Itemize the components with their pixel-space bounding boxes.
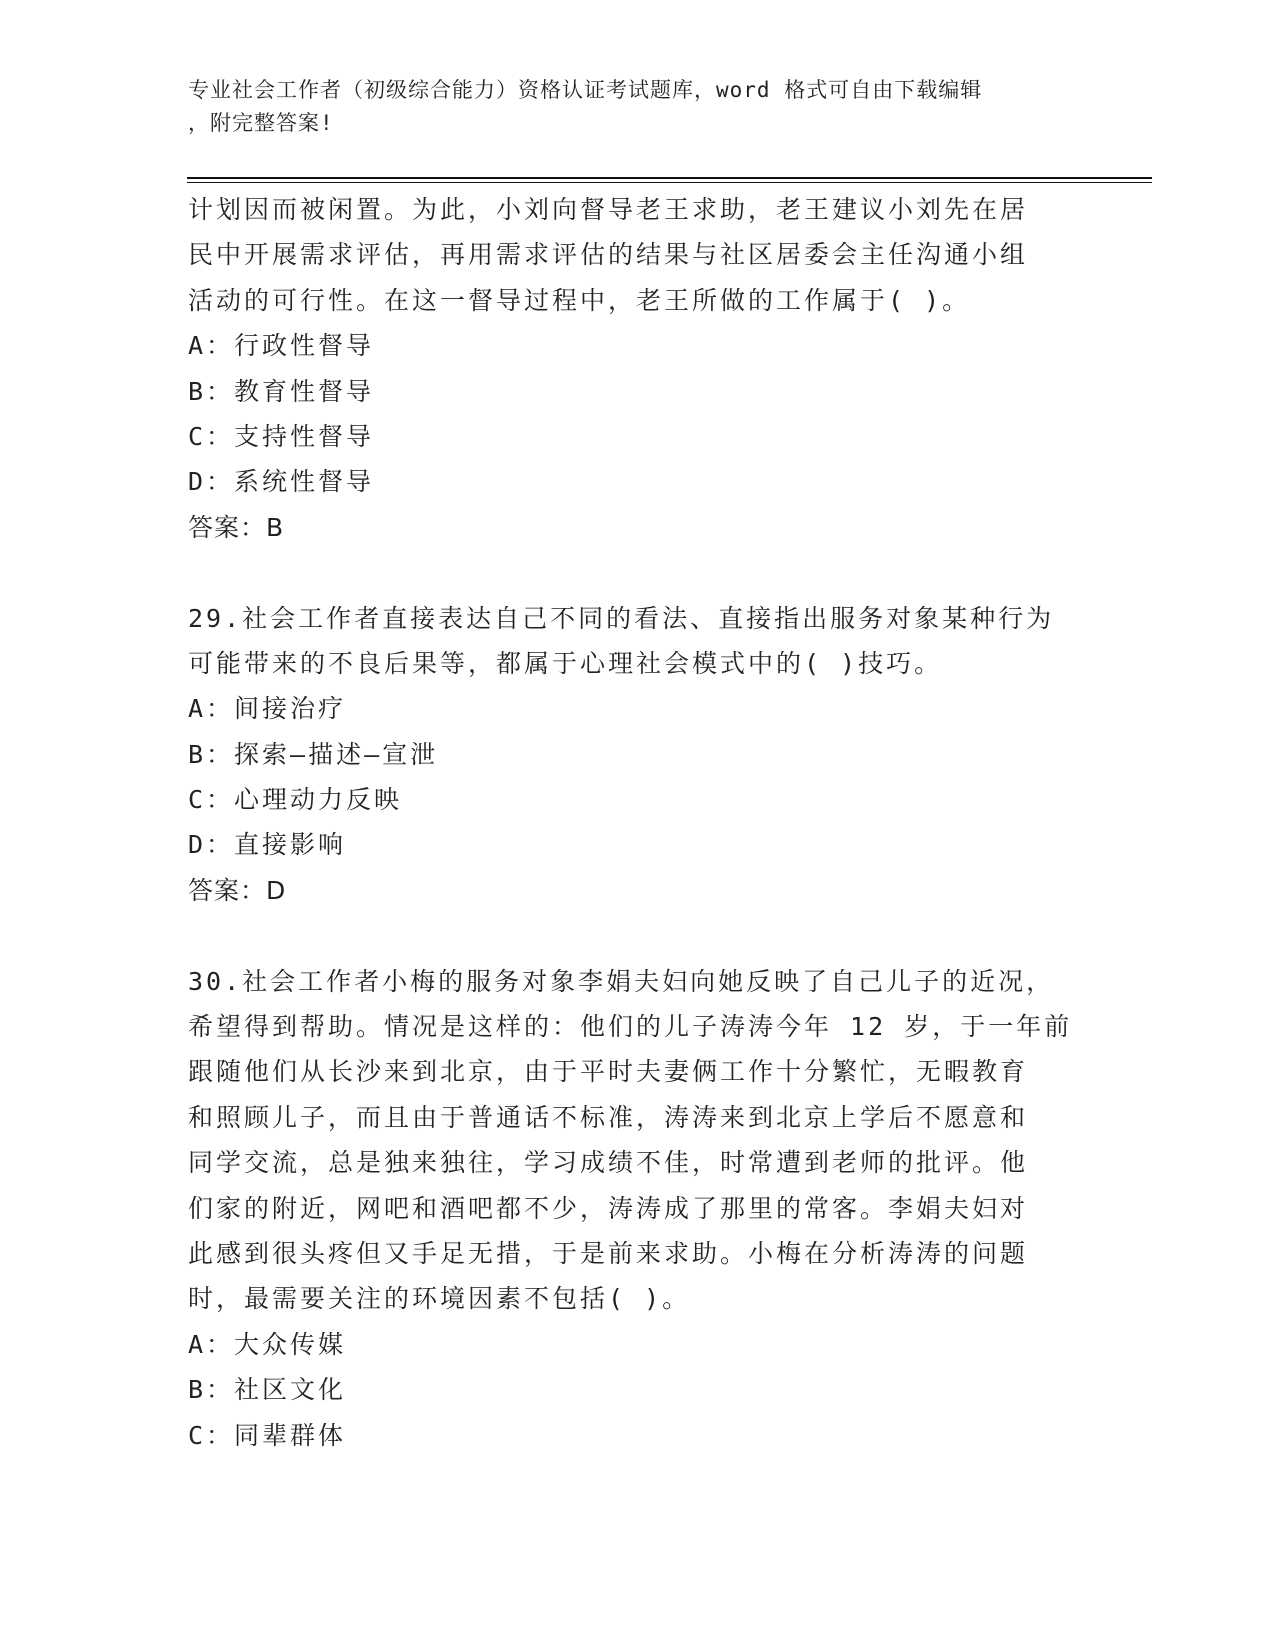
header-line-2: ，附完整答案!: [188, 111, 334, 135]
question-text-line: 希望得到帮助。情况是这样的：他们的儿子涛涛今年 12 岁，于一年前: [188, 1012, 1073, 1042]
answer-line: 答案：B: [188, 512, 285, 542]
question-text-line: 和照顾儿子，而且由于普通话不标准，涛涛来到北京上学后不愿意和: [188, 1102, 1029, 1132]
question-30: [188, 959, 1088, 1458]
question-text-line: 时，最需要关注的环境因素不包括( )。: [188, 1284, 691, 1314]
question-text-line: 计划因而被闲置。为此，小刘向督导老王求助，老王建议小刘先在居: [188, 195, 1029, 224]
spacer: [188, 550, 1088, 595]
question-text-line: 活动的可行性。在这一督导过程中，老王所做的工作属于( )。: [188, 285, 971, 315]
question-text-line: 29.社会工作者直接表达自己不同的看法、直接指出服务对象某种行为: [188, 603, 1055, 633]
page-header: [188, 74, 1068, 140]
option-d: D：系统性督导: [188, 467, 375, 497]
question-28: [188, 187, 1088, 550]
header-divider-thick: [187, 177, 1152, 179]
question-text-line: 们家的附近，网吧和酒吧都不少，涛涛成了那里的常客。李娟夫妇对: [188, 1193, 1029, 1223]
option-b: B：教育性督导: [188, 376, 375, 406]
option-b: B：探索—描述—宣泄: [188, 739, 439, 769]
option-a: A：大众传媒: [188, 1329, 347, 1359]
question-content: [188, 187, 1088, 1458]
option-c: C：支持性督导: [188, 421, 375, 451]
option-c: C：心理动力反映: [188, 785, 403, 815]
question-text-line: 此感到很头疼但又手足无措，于是前来求助。小梅在分析涛涛的问题: [188, 1238, 1029, 1268]
question-text-line: 跟随他们从长沙来到北京，由于平时夫妻俩工作十分繁忙，无暇教育: [188, 1057, 1029, 1087]
option-a: A：行政性督导: [188, 331, 375, 361]
option-d: D：直接影响: [188, 830, 347, 860]
header-line-1: 专业社会工作者（初级综合能力）资格认证考试题库，word 格式可自由下载编辑: [188, 78, 983, 102]
question-text-line: 同学交流，总是独来独往，学习成绩不佳，时常遭到老师的批评。他: [188, 1148, 1029, 1178]
header-divider-thin: [187, 182, 1152, 183]
answer-line: 答案：D: [188, 875, 287, 905]
option-c: C：同辈群体: [188, 1420, 347, 1450]
spacer: [188, 913, 1088, 958]
question-text-line: 可能带来的不良后果等，都属于心理社会模式中的( )技巧。: [188, 648, 943, 678]
option-b: B：社区文化: [188, 1375, 347, 1405]
question-text-line: 民中开展需求评估，再用需求评估的结果与社区居委会主任沟通小组: [188, 240, 1029, 270]
question-text-line: 30.社会工作者小梅的服务对象李娟夫妇向她反映了自己儿子的近况，: [188, 966, 1055, 996]
option-a: A：间接治疗: [188, 694, 347, 724]
question-29: [188, 596, 1088, 914]
